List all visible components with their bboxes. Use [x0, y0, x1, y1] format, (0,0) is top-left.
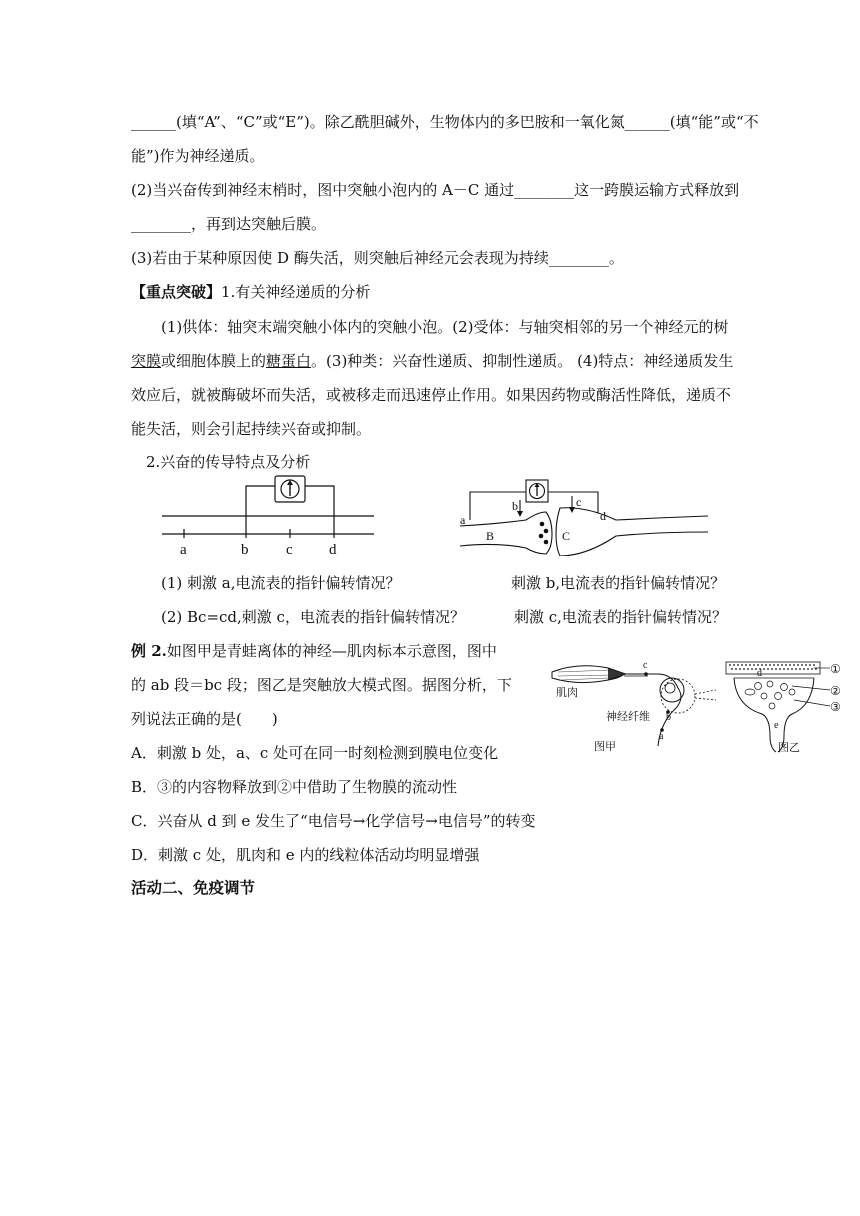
- text-line-10: 能失活，则会引起持续兴奋或抑制。: [131, 420, 372, 438]
- point-c-label: c: [643, 660, 648, 671]
- underlined-dendrite-membrane: 突膜: [131, 352, 162, 370]
- subheading-transmission: 2.兴奋的传导特点及分析: [146, 453, 311, 471]
- option-a: A．刺激 b 处，a、c 处可在同一时刻检测到膜电位变化: [131, 744, 499, 762]
- underlined-glycoprotein: 糖蛋白: [266, 352, 312, 370]
- label-c: c: [576, 495, 582, 509]
- text-line-8: [131, 350, 733, 372]
- example-2-text: 如图甲是青蛙离体的神经—肌肉标本示意图，图中: [166, 642, 497, 660]
- text-line-7: (1)供体：轴突末端突触小体内的突触小泡。(2)受体：与轴突相邻的另一个神经元的树: [161, 318, 729, 336]
- key-points-title: 1.有关神经递质的分析: [221, 283, 371, 301]
- text-line-9: 效应后，就被酶破坏而失活，或被移走而迅速停止作用。如果因药物或酶活性降低，递质不: [131, 386, 732, 404]
- nerve-fiber-label: 神经纤维: [606, 710, 650, 723]
- presynaptic-neuron: [460, 512, 552, 554]
- question-2-left: (2) Bc=cd,刺激 c，电流表的指针偏转情况？: [161, 608, 465, 626]
- question-1-right: 刺激 b,电流表的指针偏转情况？: [511, 574, 726, 592]
- vesicle-dot: [539, 534, 544, 539]
- text-segment: 或细胞体膜上的: [161, 352, 267, 370]
- postsynaptic-membrane: [726, 662, 820, 674]
- point-label-d: d: [329, 542, 337, 558]
- figure-yi-label: 图乙: [778, 741, 800, 754]
- text-line-4: ________，再到达突触后膜。: [131, 215, 327, 233]
- vesicle-dot: [544, 529, 549, 534]
- option-b: B．③的内容物释放到②中借助了生物膜的流动性: [131, 778, 458, 796]
- point-e-label: e: [774, 720, 779, 731]
- point-label-b: b: [241, 542, 249, 558]
- option-c: C．兴奋从 d 到 e 发生了“电信号→化学信号→电信号”的转变: [131, 812, 536, 830]
- figure-jia-label: 图甲: [594, 740, 616, 753]
- point-b-label: b: [666, 712, 671, 723]
- point-label-c: c: [286, 542, 293, 558]
- synaptic-vesicles: [755, 681, 796, 709]
- label-2: ②: [830, 684, 841, 698]
- example-2-line-3: 列说法正确的是( ): [131, 710, 278, 728]
- point-label-a: a: [180, 542, 187, 558]
- text-line-2: 能”)作为神经递质。: [131, 147, 265, 165]
- postsynaptic-neuron: [556, 508, 708, 556]
- label-big-c: C: [562, 529, 571, 543]
- vesicle-dot: [540, 522, 545, 527]
- nerve-fiber-figure: [158, 474, 380, 560]
- example-2-label: 例 2.: [131, 642, 167, 660]
- key-points-line: [131, 281, 370, 303]
- label-d: d: [600, 509, 606, 523]
- point-a-label: a: [659, 731, 664, 742]
- example-2-line-2: 的 ab 段＝bc 段；图乙是突触放大模式图。据图分析，下: [131, 676, 512, 694]
- vesicle-dot: [544, 540, 549, 545]
- text-line-5: (3)若由于某种原因使 D 酶失活，则突触后神经元会表现为持续________。: [131, 249, 624, 267]
- key-points-label: 【重点突破】: [131, 283, 222, 301]
- label-b: b: [512, 499, 518, 513]
- synapse-figure: [456, 476, 718, 556]
- label-1: ①: [830, 662, 841, 676]
- synaptic-knob: [734, 678, 814, 752]
- muscle-label: 肌肉: [556, 686, 578, 699]
- text-line-3: (2)当兴奋传到神经末梢时，图中突触小泡内的 A－C 通过________这一跨膜运输方式释放到: [131, 181, 740, 199]
- section-heading-immune: 活动二、免疫调节: [131, 879, 256, 897]
- label-big-b: B: [486, 529, 495, 543]
- text-line-1: ______(填“A”、“C”或“E”)。除乙酰胆碱外，生物体内的多巴胺和一氧化氮______(填“能”或“不: [131, 113, 759, 131]
- label-a: a: [460, 513, 466, 527]
- question-1-left: (1) 刺激 a,电流表的指针偏转情况？: [161, 574, 401, 592]
- nerve-muscle-figure: [548, 656, 846, 760]
- label-3: ③: [830, 700, 841, 714]
- option-d: D．刺激 c 处，肌肉和 e 内的线粒体活动均明显增强: [131, 846, 480, 864]
- example-2-line-1: [131, 640, 497, 662]
- point-d-label: d: [757, 668, 762, 679]
- text-segment: 。(3)种类：兴奋性递质、抑制性递质。 (4)特点：神经递质发生: [311, 352, 734, 370]
- question-2-right: 刺激 c,电流表的指针偏转情况？: [514, 608, 727, 626]
